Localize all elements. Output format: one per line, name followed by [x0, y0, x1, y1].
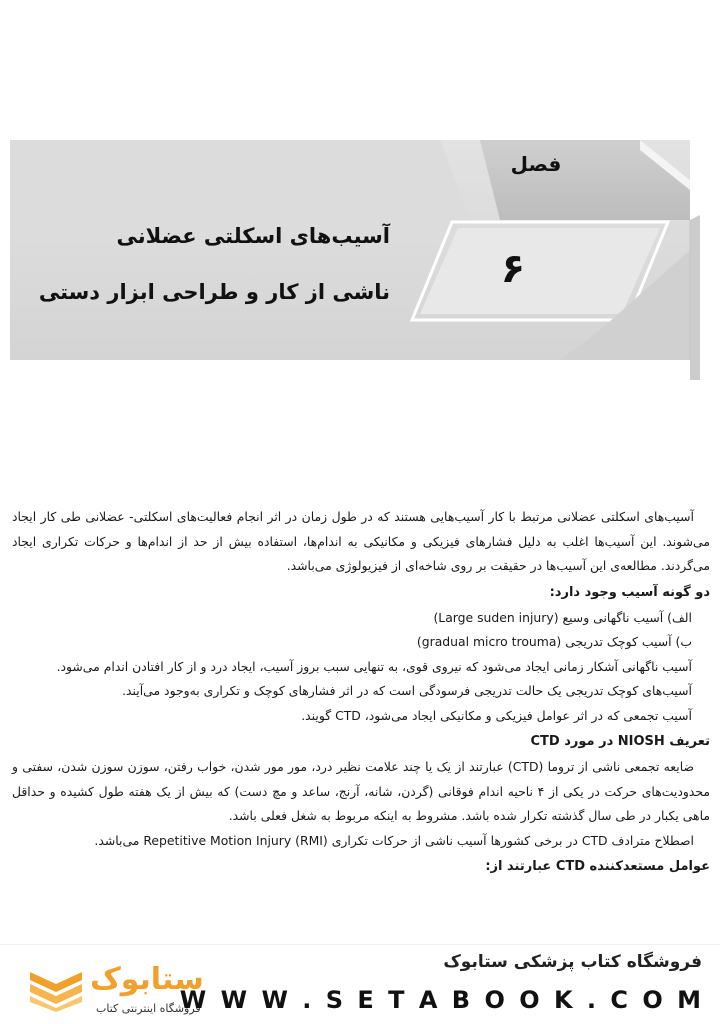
brand-logo-icon [30, 962, 82, 1012]
brand-name: ستابوک [90, 962, 204, 997]
injury-type-a: الف) آسیب ناگهانی وسیع (Large suden injury) [433, 609, 692, 625]
heading-ctd-factors: عوامل مستعدکننده CTD عبارتند از: [485, 859, 710, 874]
store-name: فروشگاه کتاب پزشکی ستابوک [443, 952, 702, 972]
body-content [12, 505, 710, 880]
niosh-definition-paragraph: ضایعه تجمعی ناشی از تروما (CTD) عبارتند از یک یا چند علامت نظیر درد، مور مور شدن، خواب رفتن، سوزن سوزن شدن، سفتی و محدودیت‌های حرکت در یکی از ۴ ناحیه اندام فوقانی (گردن، شانه، آرنج، ساعد و مچ دست) که بیش از یک هفته طول کشیده و حداقل ماهی یکبار در طی سال گذشته تکرار شده باشد. مشروط به اینکه مربوط به شغل فعلی باشد. [12, 759, 710, 823]
chapter-title [38, 208, 390, 320]
brand-tagline: فروشگاه اینترنتی کتاب [96, 1002, 201, 1015]
heading-injury-types: دو گونه آسیب وجود دارد: [549, 584, 710, 600]
injury-type-b: ب) آسیب کوچک تدریجی (gradual micro trouma) [416, 634, 692, 649]
ctd-description: آسیب تجمعی که در اثر عوامل فیزیکی و مکانیکی ایجاد می‌شود، CTD گویند. [301, 707, 692, 723]
store-url[interactable]: W W W . S E T A B O O K . C O M [179, 986, 704, 1014]
rmi-note-paragraph: اصطلاح مترادف CTD در برخی کشورها آسیب ناشی از حرکات تکراری (Repetitive Motion Injury (RMI می‌باشد. [94, 832, 694, 848]
heading-niosh-definition: تعریف NIOSH در مورد CTD [530, 734, 710, 749]
chapter-title-line-2: ناشی از کار و طراحی ابزار دستی [38, 280, 390, 304]
chapter-label: فصل [510, 152, 562, 176]
injury-type-a-description: آسیب ناگهانی آشکار زمانی ایجاد می‌شود که نیروی قوی، به تنهایی سبب بروز آسیب، ایجاد درد و از کار افتادن اندام می‌شود. [56, 658, 692, 674]
chapter-title-line-1: آسیب‌های اسکلتی عضلانی [116, 224, 390, 248]
chapter-number: ۶ [500, 246, 526, 292]
injury-type-b-description: آسیب‌های کوچک تدریجی یک حالت تدریجی فرسودگی است که در اثر فشارهای کوچک و تکراری به‌وجود می‌آیند. [122, 683, 692, 698]
intro-paragraph: آسیب‌های اسکلتی عضلانی مرتبط با کار آسیب‌هایی هستند که در طول زمان در اثر انجام فعالیت‌های اسکلتی- عضلانی طی کار ایجاد می‌شوند. این آسیب‌ها اغلب به دلیل فشارهای فیزیکی و مکانیکی به اندام‌ها، استفاده بیش از حد از اندام‌ها و حرکات تکراری ایجاد می‌گردند. مطالعه‌ی این آسیب‌ها در حقیقت بر روی شاخه‌ای از فیزیولوژی می‌باشد. [12, 509, 710, 573]
